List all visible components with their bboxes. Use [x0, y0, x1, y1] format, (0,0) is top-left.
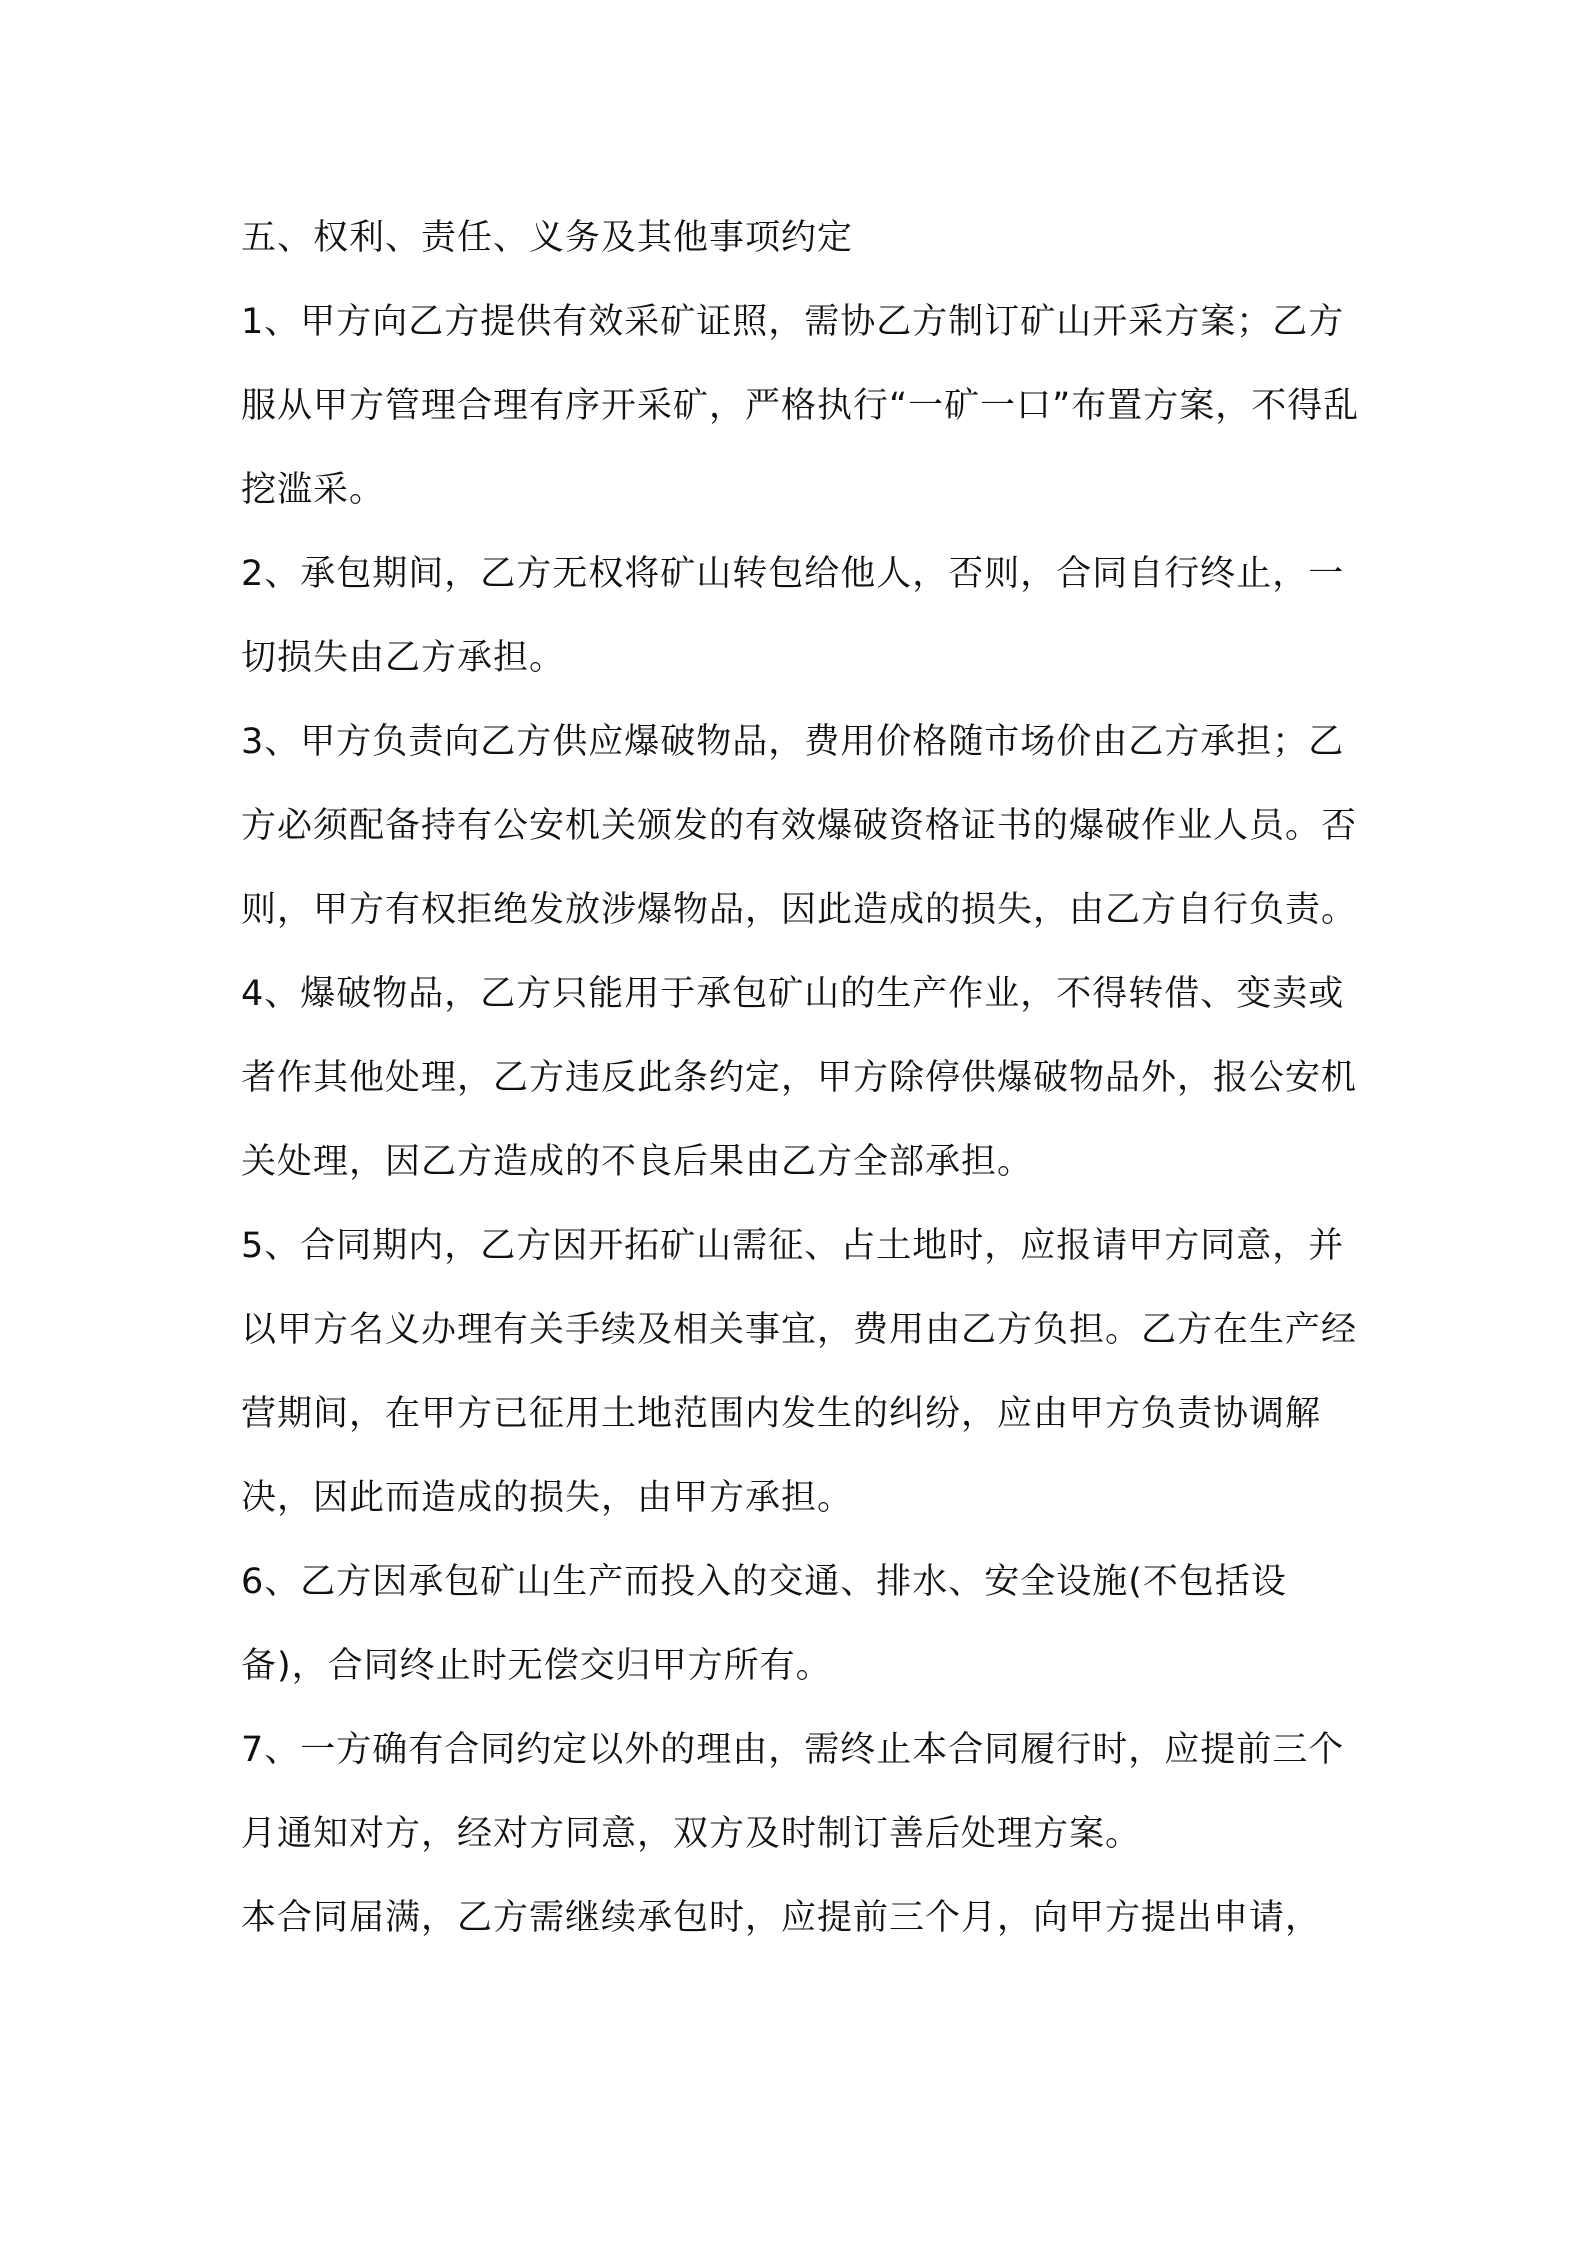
- clause-6: 6、乙方因承包矿山生产而投入的交通、排水、安全设施(不包括设备)，合同终止时无偿交归甲方所有。: [241, 1562, 1287, 1686]
- clause-2: 2、承包期间，乙方无权将矿山转包给他人，否则，合同自行终止，一切损失由乙方承担。: [241, 554, 1345, 678]
- clause-7: 7、一方确有合同约定以外的理由，需终止本合同履行时，应提前三个月通知对方，经对方同意，双方及时制订善后处理方案。: [241, 1730, 1345, 1854]
- clause-1: 1、甲方向乙方提供有效采矿证照，需协乙方制订矿山开采方案；乙方服从甲方管理合理有序开采矿，严格执行“一矿一口”布置方案，不得乱挖滥采。: [241, 302, 1360, 510]
- clause-5: 5、合同期内，乙方因开拓矿山需征、占土地时，应报请甲方同意，并以甲方名义办理有关手续及相关事宜，费用由乙方负担。乙方在生产经营期间，在甲方已征用土地范围内发生的纠纷，应由甲方负责协调解决，因此而造成的损失，由甲方承担。: [241, 1226, 1358, 1518]
- section-heading: 五、权利、责任、义务及其他事项约定: [241, 218, 854, 258]
- renewal-paragraph: 本合同届满，乙方需继续承包时，应提前三个月，向甲方提出申请，: [241, 1898, 1322, 1938]
- document-body: [241, 196, 1365, 1960]
- clause-3: 3、甲方负责向乙方供应爆破物品，费用价格随市场价由乙方承担；乙方必须配备持有公安机关颁发的有效爆破资格证书的爆破作业人员。否则，甲方有权拒绝发放涉爆物品，因此造成的损失，由乙方自行负责。: [241, 722, 1358, 930]
- clause-4: 4、爆破物品，乙方只能用于承包矿山的生产作业，不得转借、变卖或者作其他处理，乙方违反此条约定，甲方除停供爆破物品外，报公安机关处理，因乙方造成的不良后果由乙方全部承担。: [241, 974, 1358, 1182]
